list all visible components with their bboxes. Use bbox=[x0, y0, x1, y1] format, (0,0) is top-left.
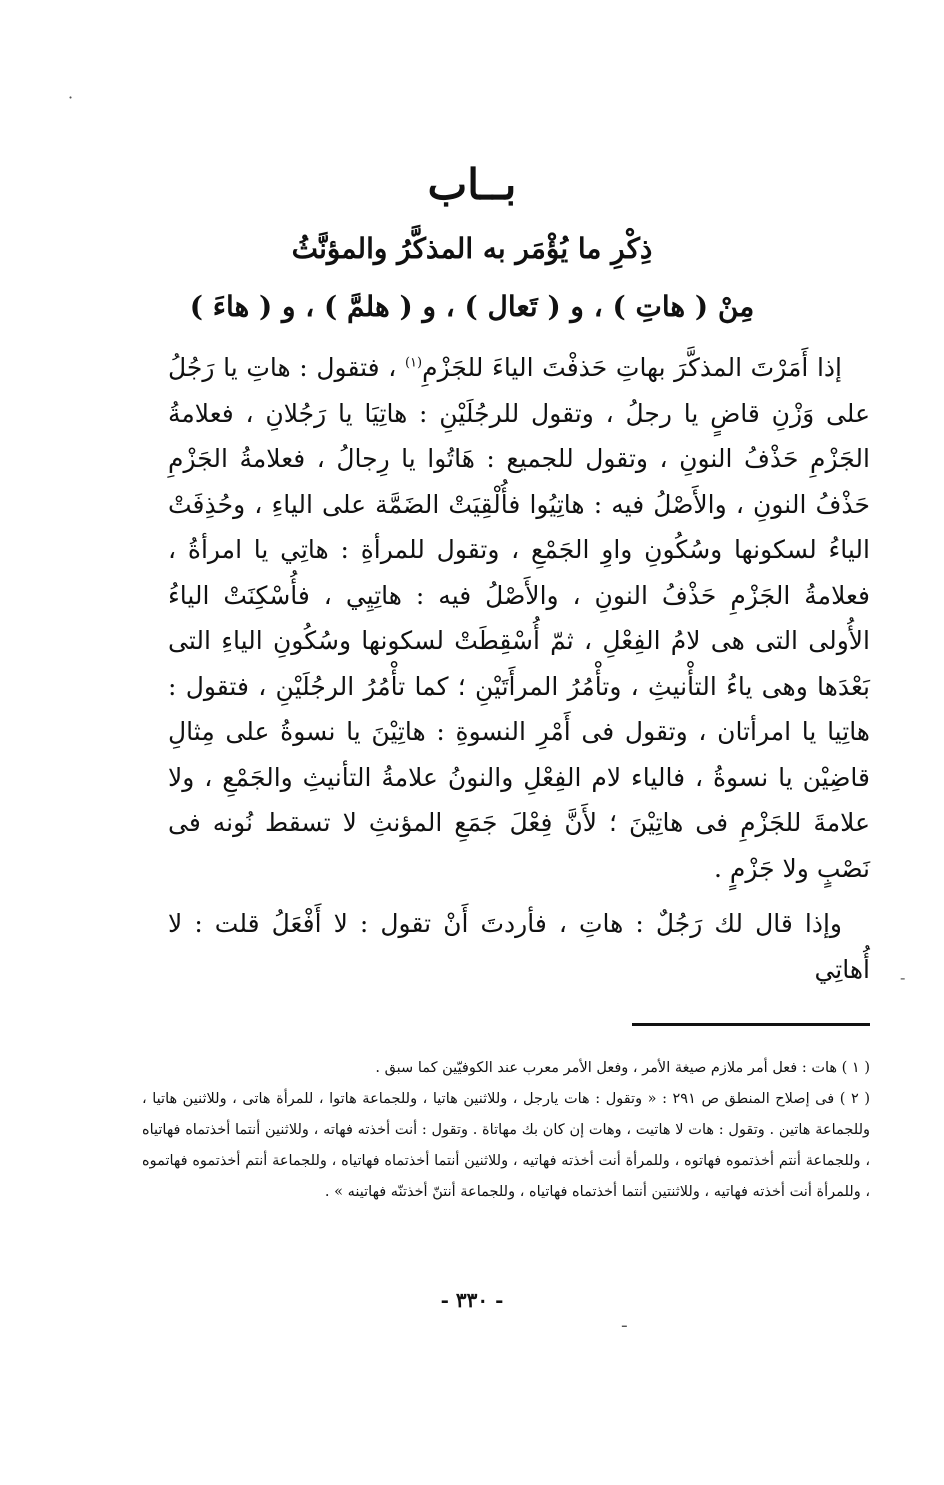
scan-speck: · bbox=[68, 88, 74, 107]
chapter-subtitle-line2: مِنْ ( هاتِ ) ، و ( تَعال ) ، و ( هلمَّ ) ، و ( هاءَ ) bbox=[189, 290, 755, 323]
page-number: - ٣٣٠ - bbox=[440, 1288, 504, 1312]
footnotes bbox=[142, 1053, 870, 1208]
paragraph-1-continuation: ، فتقول : هاتِ يا رَجُلُ على وَزْنِ قاضٍ يا رجلُ ، وتقول للرجُلَيْنِ : هاتِيَا يا رَجُلانِ ، فعلامةُ الجَزْمِ حَذْفُ النونِ ، وتقول للجميع : هَاتُوا يا رِجالُ ، فعلامةُ الجَزْمِ حَذْفُ النونِ ، والأَصْلُ فيه : هاتِيُوا فأُلْقِيَتْ الضَمَّة على الياءِ ، وحُذِفَتْ الياءُ لسكونها وسُكُونِ واوِ الجَمْعِ ، وتقول للمرأةِ : هاتِي يا امرأةُ ، فعلامةُ الجَزْمِ حَذْفُ النونِ ، والأَصْلُ فيه : هاتِيِي ، فأُسْكِنَتْ الياءُ الأُولى التى هى لامُ الفِعْلِ ، ثمّ أُسْقِطَتْ لسكونها وسُكُونِ الياءِ التى بَعْدَها وهى ياءُ التأْنيثِ ، وتأْمُرُ المرأَتَيْنِ ؛ كما تأْمُرُ الرجُلَيْنِ ، فتقول : هاتِيا يا امرأتان ، وتقول فى أَمْرِ النسوةِ : هاتِيْنَ يا نسوةُ على مِثالِ قاضِيْن يا نسوةُ ، فالياء لام الفِعْلِ والنونُ علامةُ التأنيثِ والجَمْعِ ، ولا علامةَ للجَزْمِ فى هاتِيْنَ ؛ لأَنَّ فِعْلَ جَمَعِ المؤنثِ لا تسقط نُونه فى نَصْبٍ ولا جَزْمٍ . bbox=[168, 353, 870, 883]
chapter-subtitle-line1: ذِكْرِ ما يُؤْمَر به المذكَّرُ والمؤنَّثُ bbox=[291, 232, 653, 265]
paragraph-2: وإذا قال لك رَجُلٌ : هاتِ ، فأردتَ أَنْ تقول : لا أَفْعَلُ قلت : لا أُهاتِي bbox=[168, 909, 870, 984]
paragraph-1-opening: إذا أَمَرْتَ المذكَّرَ بهاتِ حَذفْتَ الياءَ للجَزْمِ bbox=[422, 353, 843, 382]
scan-speck: ـ bbox=[622, 1312, 627, 1331]
main-text bbox=[168, 345, 870, 992]
footnote-reference-1: (١) bbox=[404, 355, 423, 371]
chapter-label: بــاب bbox=[427, 160, 517, 209]
paragraph-1 bbox=[168, 345, 870, 891]
footnote-1: ( ١ ) هات : فعل أمر ملازم صيغة الأمر ، وفعل الأمر معرب عند الكوفيّين كما سبق . bbox=[375, 1060, 870, 1076]
footnote-2: ( ٢ ) فى إصلاح المنطق ص ٢٩١ : « وتقول : هات يارجل ، وللاثنين هاتيا ، وللجماعة هاتوا ، للمرأة هاتى ، وللاثنين هاتيا ، وللجماعة هاتين . وتقول : هات لا هاتيت ، وهات إن كان بك مهاتاة . وتقول : أنت أخذته فهاته ، وللاثنين أنتما أخذتماه فهاتياه ، وللجماعة أنتم أخذتموه فهاتوه ، وللمرأة أنت أخذته فهاتيه ، وللاثنين أنتما أخذتماه فهاتياه ، وللجماعة أنتم أخذتموه فهاتموه ، وللمرأة أنت أخذته فهاتيه ، وللاثنتين أنتما أخذتماه فهاتياه ، وللجماعة أنتنّ أخذتنّه فهاتينه » . bbox=[142, 1091, 870, 1200]
footnote-separator bbox=[632, 1023, 870, 1026]
scan-speck: - bbox=[900, 968, 906, 987]
